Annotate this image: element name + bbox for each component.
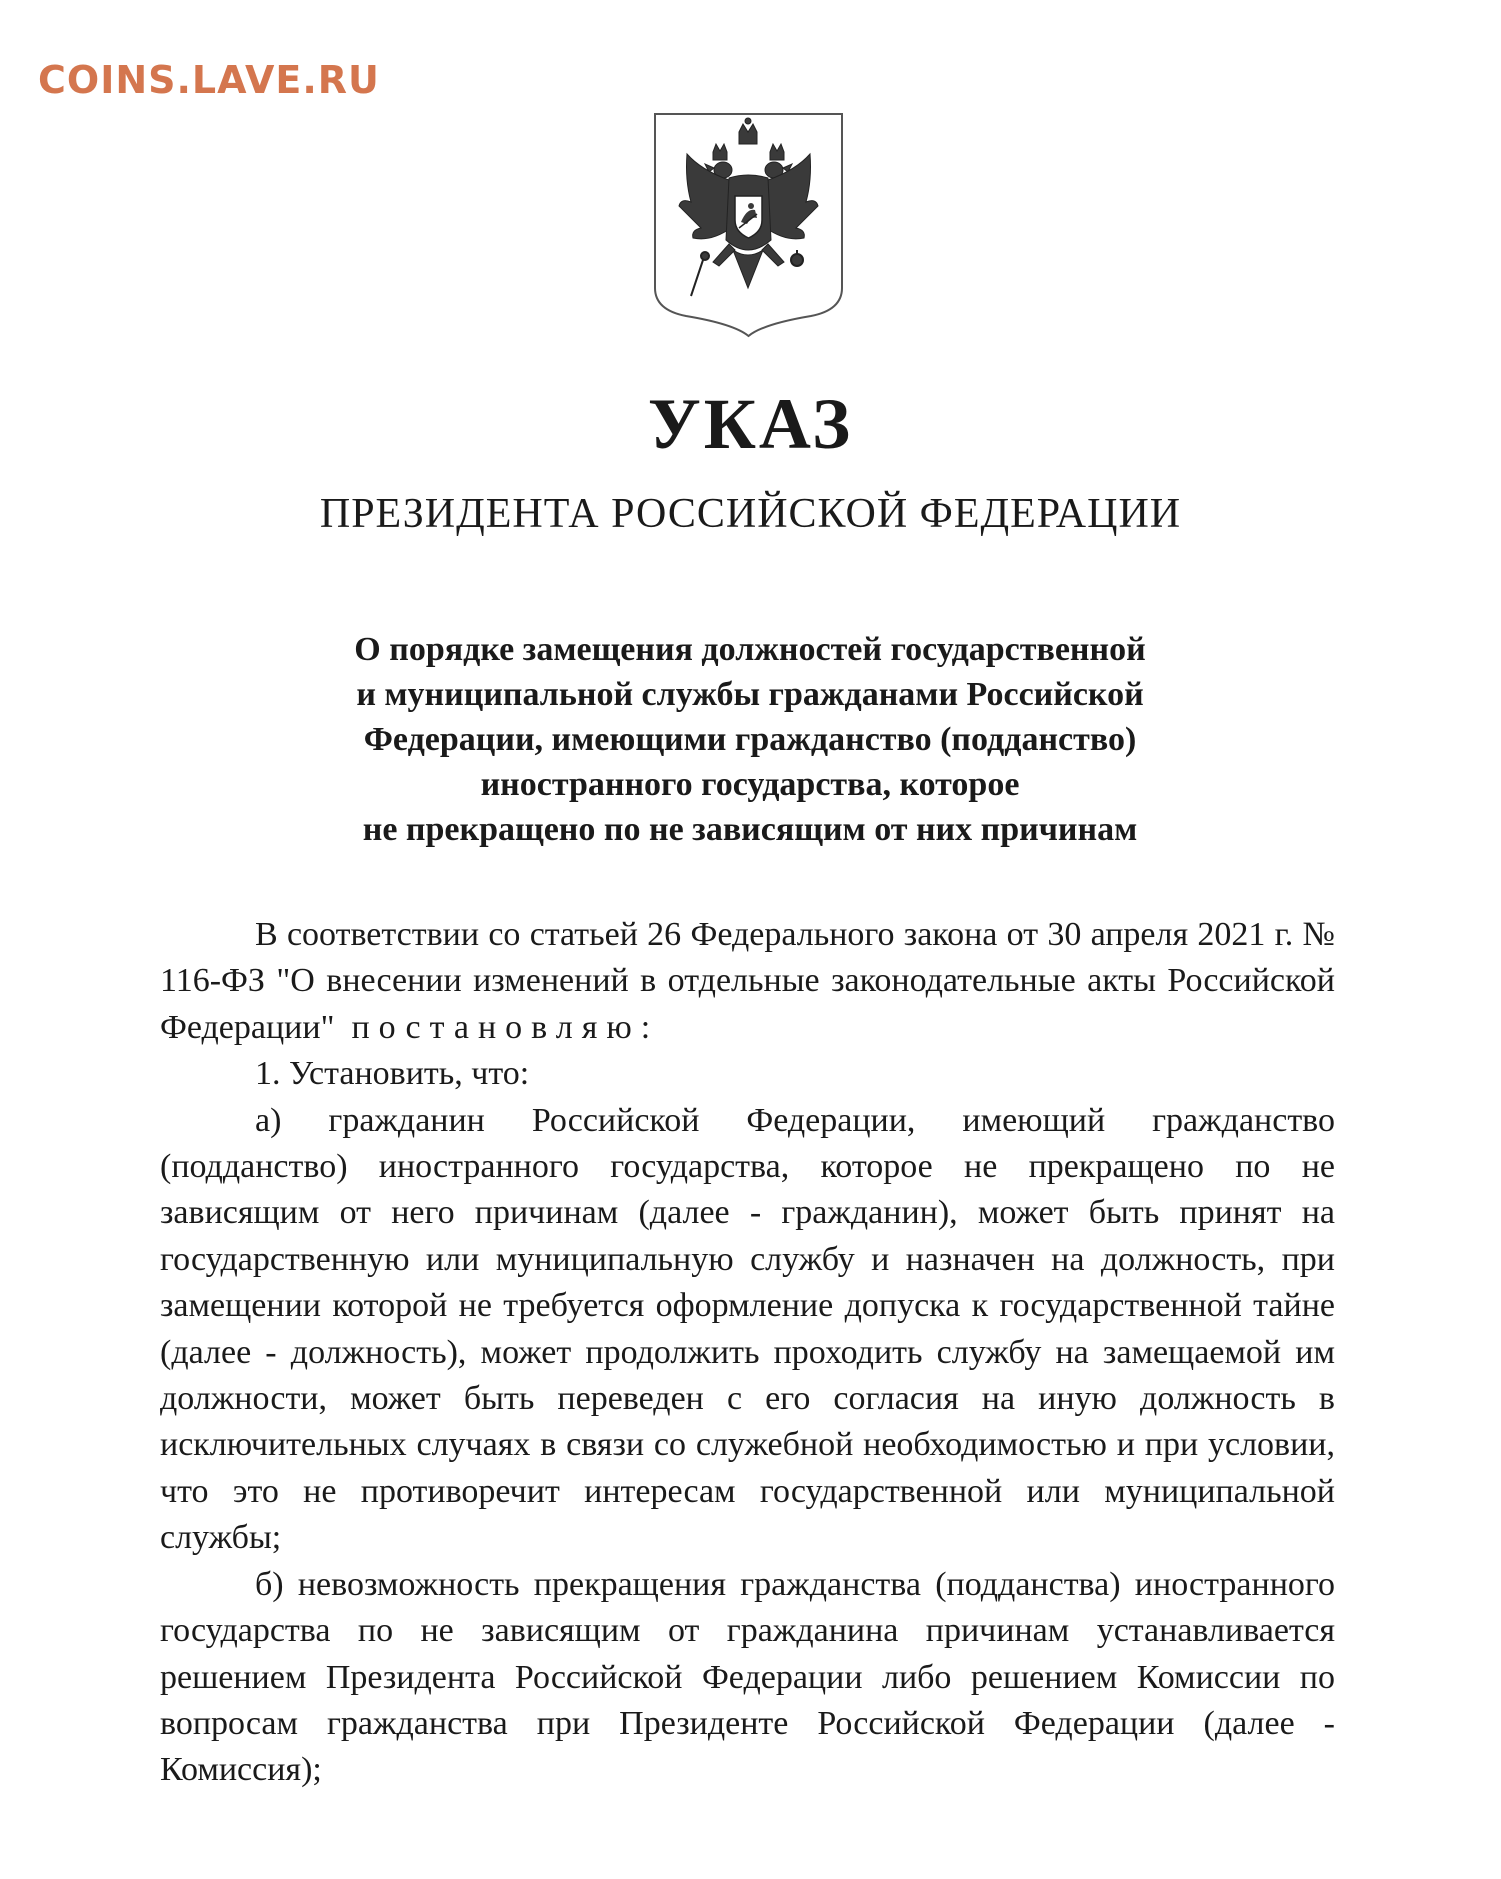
- document-body: [160, 912, 1335, 1794]
- clause-1: 1. Установить, что:: [255, 1055, 530, 1093]
- russian-coat-of-arms-icon: [651, 110, 846, 340]
- clause-1a: а) гражданин Российской Федерации, имеющий гражданство (подданство) иностранного государства, которое не прекращено по не зависящим от него причинам (далее - гражданин), может быть принят на государственную или муниципальную службу и назначен на должность, при замещении которой не требуется оформление допуска к государственной тайне (далее - должность), может продолжить проходить службу на замещаемой им должности, может быть переведен с его согласия на иную должность в исключительных случаях в связи со служебной необходимостью и при условии, что это не противоречит интересам государственной или муниципальной службы;: [160, 1101, 1335, 1557]
- document-subtitle: ПРЕЗИДЕНТА РОССИЙСКОЙ ФЕДЕРАЦИИ: [319, 491, 1182, 537]
- preamble-paragraph: [160, 912, 1335, 1051]
- clause-1b: б) невозможность прекращения гражданства (подданства) иностранного государства по не зависящим от гражданина причинам устанавливается решением Президента Российской Федерации либо решением Комиссии по вопросам гражданства при Президенте Российской Федерации (далее - Комиссия);: [160, 1565, 1335, 1789]
- preamble-text: В соответствии со статьей 26 Федерального закона от 30 апреля 2021 г. № 116-ФЗ "О внесении изменений в отдельные законодательные акты Российской Федерации": [160, 916, 1335, 1046]
- heading-line: О порядке замещения должностей государственной: [354, 631, 1146, 668]
- heading-line: и муниципальной службы гражданами Российской: [356, 676, 1144, 713]
- document-title: УКАЗ: [647, 384, 854, 464]
- heading-line: не прекращено по не зависящим от них причинам: [362, 811, 1138, 848]
- watermark: COINS.LAVE.RU: [38, 58, 380, 102]
- heading-line: Федерации, имеющими гражданство (подданство): [363, 721, 1137, 758]
- document-heading: [200, 627, 1300, 852]
- decree-word: постановляю:: [351, 1008, 660, 1046]
- heading-line: иностранного государства, которое: [480, 766, 1020, 803]
